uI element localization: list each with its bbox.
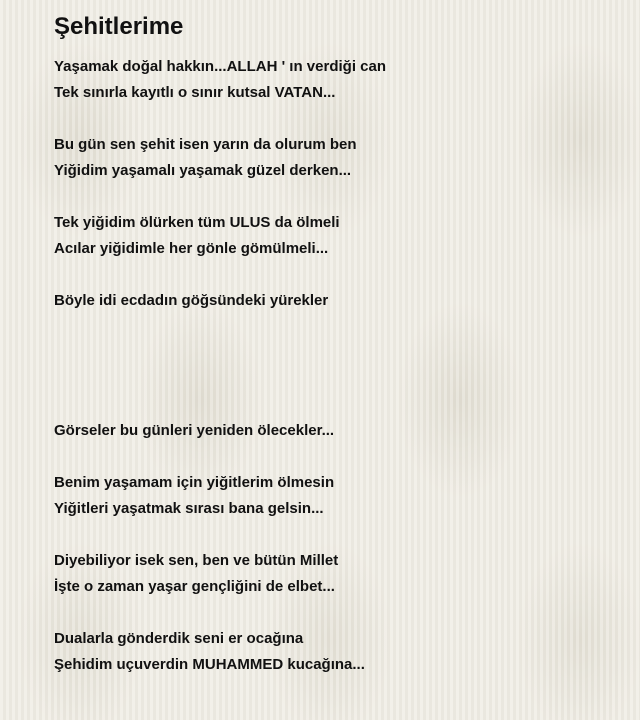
- verse-line: Acılar yiğidimle her gönle gömülmeli...: [54, 240, 329, 257]
- verse-line: Diyebiliyor isek sen, ben ve bütün Millet: [54, 552, 339, 569]
- verse-line: Tek yiğidim ölürken tüm ULUS da ölmeli: [54, 214, 340, 231]
- poem-body: [54, 54, 614, 678]
- verse-line: Benim yaşamam için yiğitlerim ölmesin: [54, 474, 335, 491]
- stanza-break: [54, 392, 614, 418]
- stanza-break: [54, 444, 614, 470]
- verse-line: Yiğidim yaşamalı yaşamak güzel derken...: [54, 162, 352, 179]
- stanza-break: [54, 522, 614, 548]
- verse-line: Bu gün sen şehit isen yarın da olurum ben: [54, 136, 357, 153]
- stanza-break: [54, 600, 614, 626]
- verse-line: Şehidim uçuverdin MUHAMMED kucağına...: [54, 656, 365, 673]
- stanza-break: [54, 366, 614, 392]
- verse-line: Böyle idi ecdadın göğsündeki yürekler: [54, 292, 329, 309]
- verse-line: Tek sınırla kayıtlı o sınır kutsal VATAN...: [54, 84, 336, 101]
- verse-line: Yaşamak doğal hakkın...ALLAH ' ın verdiği can: [54, 58, 386, 75]
- poem-container: [54, 12, 614, 678]
- verse-line: İşte o zaman yaşar gençliğini de elbet...: [54, 578, 335, 595]
- stanza-break: [54, 340, 614, 366]
- verse-line: Yiğitleri yaşatmak sırası bana gelsin...: [54, 500, 324, 517]
- poem-title: Şehitlerime: [54, 13, 184, 40]
- stanza-break: [54, 106, 614, 132]
- stanza-break: [54, 184, 614, 210]
- stanza-break: [54, 262, 614, 288]
- stanza-break: [54, 314, 614, 340]
- verse-line: Görseler bu günleri yeniden ölecekler...: [54, 422, 335, 439]
- verse-line: Dualarla gönderdik seni er ocağına: [54, 630, 304, 647]
